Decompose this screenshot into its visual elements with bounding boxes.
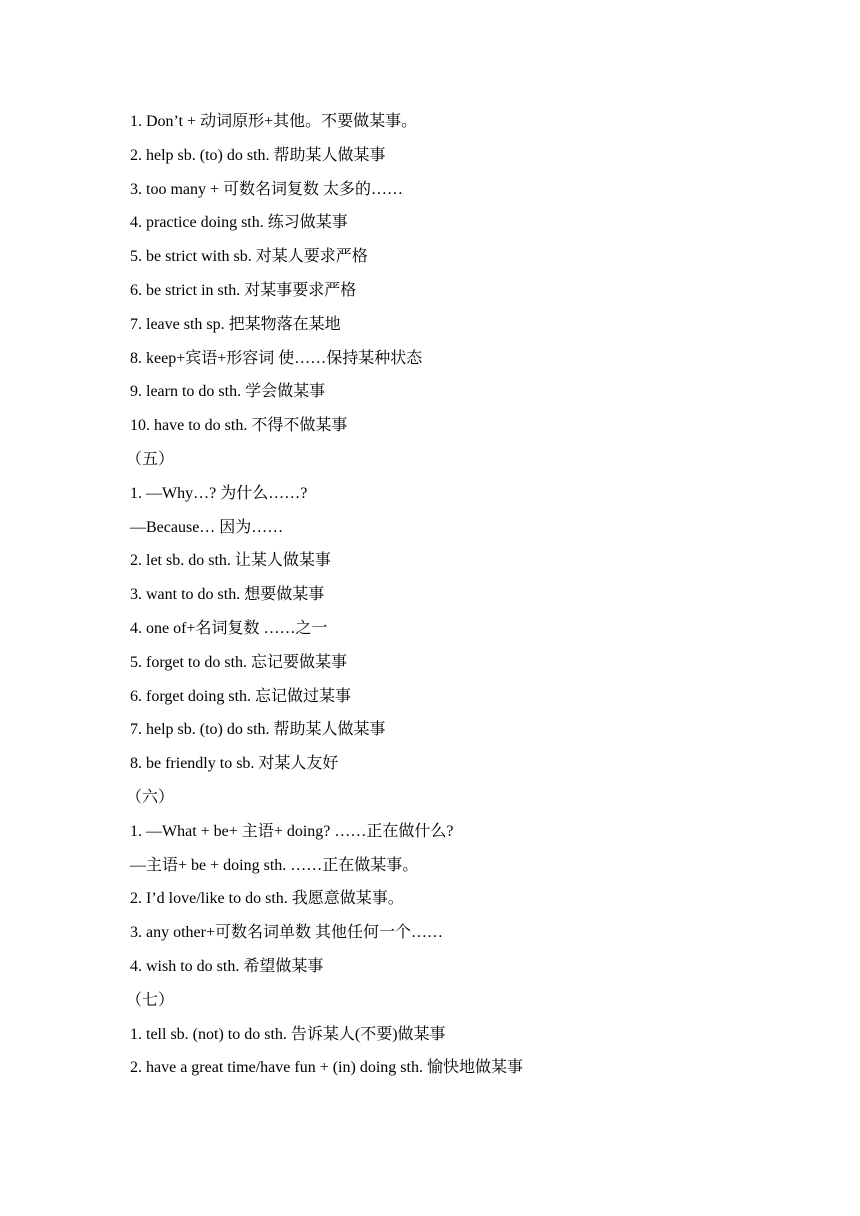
phrase-line: 4. one of+名词复数 ……之一 [130,619,328,637]
phrase-line: 2. I’d love/like to do sth. 我愿意做某事。 [130,890,404,908]
phrase-line: 3. too many + 可数名词复数 太多的…… [130,180,404,198]
phrase-line: 7. leave sth sp. 把某物落在某地 [130,315,341,333]
phrase-line: 2. have a great time/have fun + (in) doing sth. 愉快地做某事 [130,1059,523,1077]
phrase-line: 8. keep+宾语+形容词 使……保持某种状态 [130,349,423,367]
phrase-line: 2. let sb. do sth. 让某人做某事 [130,552,331,570]
phrase-line: —Because… 因为…… [130,518,284,536]
phrase-line: 10. have to do sth. 不得不做某事 [130,417,348,435]
section-heading: （六） [126,788,175,806]
phrase-line: 8. be friendly to sb. 对某人友好 [130,755,339,773]
phrase-line: 1. —Why…? 为什么……? [130,484,308,502]
phrase-line: 2. help sb. (to) do sth. 帮助某人做某事 [130,146,386,164]
phrase-line: 1. —What + be+ 主语+ doing? ……正在做什么? [130,822,454,840]
phrase-line: 7. help sb. (to) do sth. 帮助某人做某事 [130,721,386,739]
section-heading: （七） [126,991,175,1009]
phrase-list [126,108,810,1088]
phrase-line: —主语+ be + doing sth. ……正在做某事。 [130,856,419,874]
phrase-line: 1. tell sb. (not) to do sth. 告诉某人(不要)做某事 [130,1025,446,1043]
phrase-line: 4. wish to do sth. 希望做某事 [130,957,324,975]
phrase-line: 1. Don’t + 动词原形+其他。不要做某事。 [130,113,418,130]
phrase-line: 5. be strict with sb. 对某人要求严格 [130,248,368,266]
phrase-line: 6. be strict in sth. 对某事要求严格 [130,281,357,299]
phrase-line: 4. practice doing sth. 练习做某事 [130,214,348,232]
phrase-line: 3. any other+可数名词单数 其他任何一个…… [130,924,444,942]
phrase-line: 5. forget to do sth. 忘记要做某事 [130,653,348,671]
phrase-line: 9. learn to do sth. 学会做某事 [130,383,326,401]
phrase-line: 6. forget doing sth. 忘记做过某事 [130,687,352,705]
section-heading: （五） [126,450,175,468]
phrase-line: 3. want to do sth. 想要做某事 [130,586,325,604]
